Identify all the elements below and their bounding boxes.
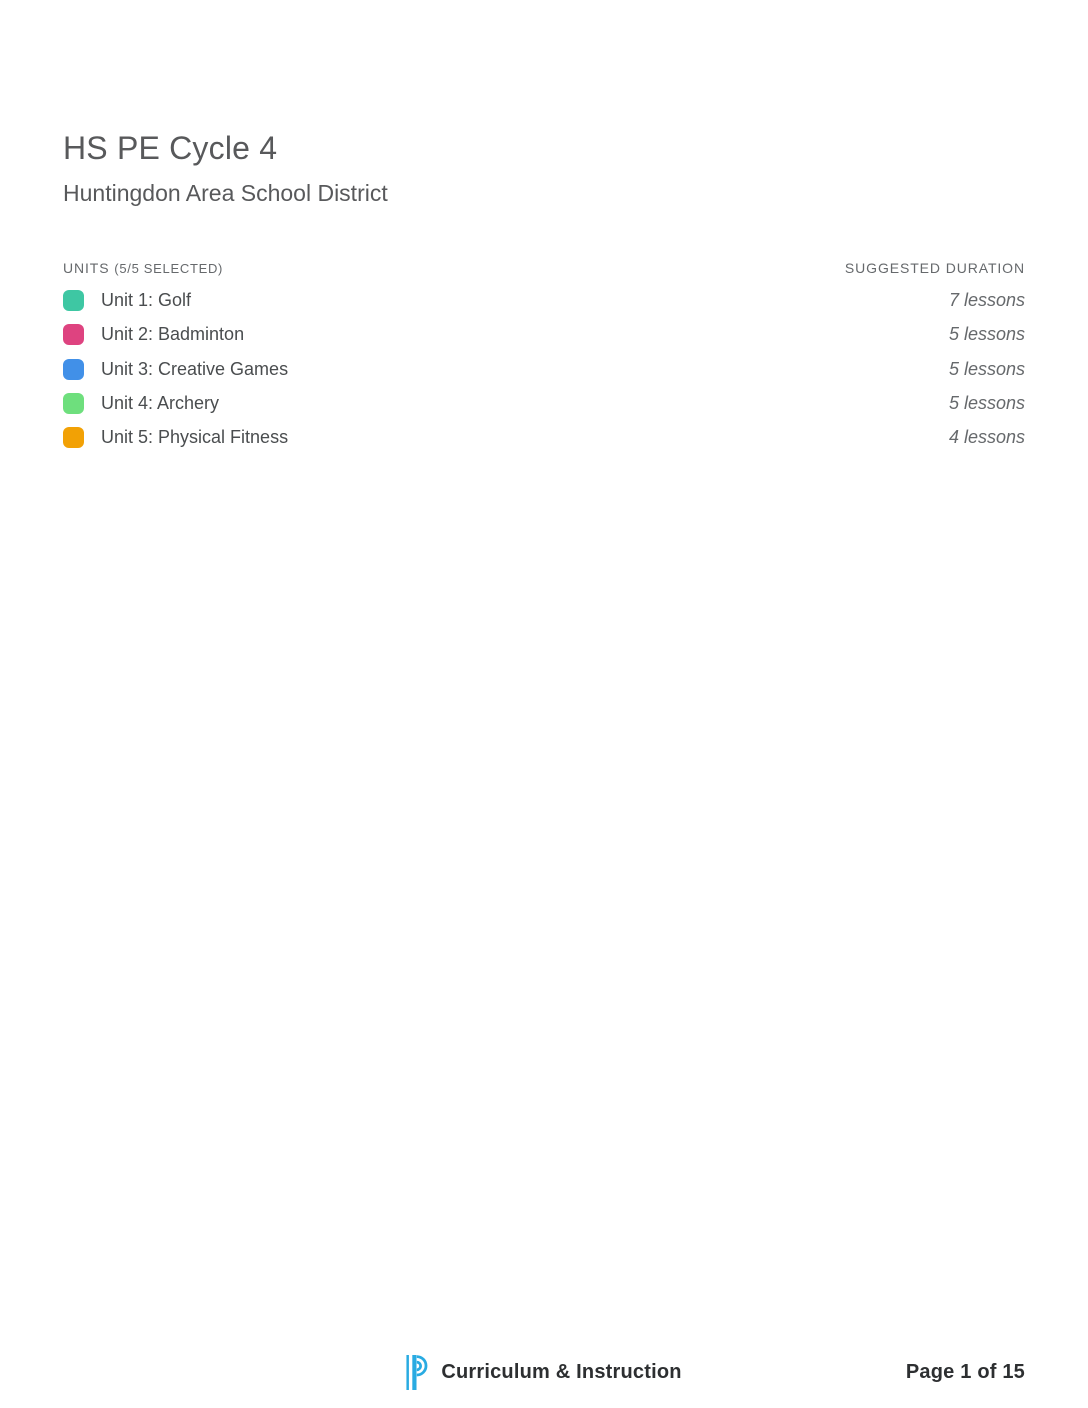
page-footer — [0, 1350, 1088, 1394]
unit-duration: 7 lessons — [948, 290, 1025, 310]
unit-label: Unit 4: Archery — [101, 392, 220, 413]
unit-row — [63, 324, 1025, 345]
page-subtitle: Huntingdon Area School District — [63, 180, 388, 206]
unit-duration: 4 lessons — [948, 427, 1025, 448]
footer-brand — [406, 1350, 681, 1394]
unit-label: Unit 2: Badminton — [101, 324, 245, 345]
page-title: HS PE Cycle 4 — [63, 130, 278, 166]
page-number: Page 1 of 15 — [905, 1360, 1025, 1383]
units-column-header — [63, 260, 223, 276]
document-header — [63, 130, 388, 207]
unit-color-chip — [63, 393, 84, 414]
unit-duration: 5 lessons — [948, 324, 1025, 345]
units-table-header — [63, 260, 1025, 276]
unit-row — [63, 359, 1025, 380]
unit-duration: 5 lessons — [948, 358, 1025, 379]
unit-color-chip — [63, 324, 84, 345]
unit-row — [63, 393, 1025, 414]
p-logo-icon — [406, 1354, 430, 1391]
units-section — [63, 260, 1025, 461]
unit-color-chip — [63, 290, 84, 311]
units-label: UNITS — [63, 260, 110, 276]
unit-color-chip — [63, 427, 84, 448]
unit-duration: 5 lessons — [948, 392, 1025, 413]
duration-column-header: SUGGESTED DURATION — [844, 260, 1025, 276]
unit-label: Unit 1: Golf — [101, 290, 192, 310]
unit-label: Unit 3: Creative Games — [101, 358, 289, 379]
units-selected-count: (5/5 SELECTED) — [114, 261, 224, 276]
footer-brand-name: Curriculum & Instruction — [441, 1360, 682, 1383]
unit-row — [63, 427, 1025, 448]
unit-label: Unit 5: Physical Fitness — [101, 427, 289, 448]
unit-row — [63, 290, 1025, 311]
unit-color-chip — [63, 359, 84, 380]
units-list — [63, 290, 1025, 448]
